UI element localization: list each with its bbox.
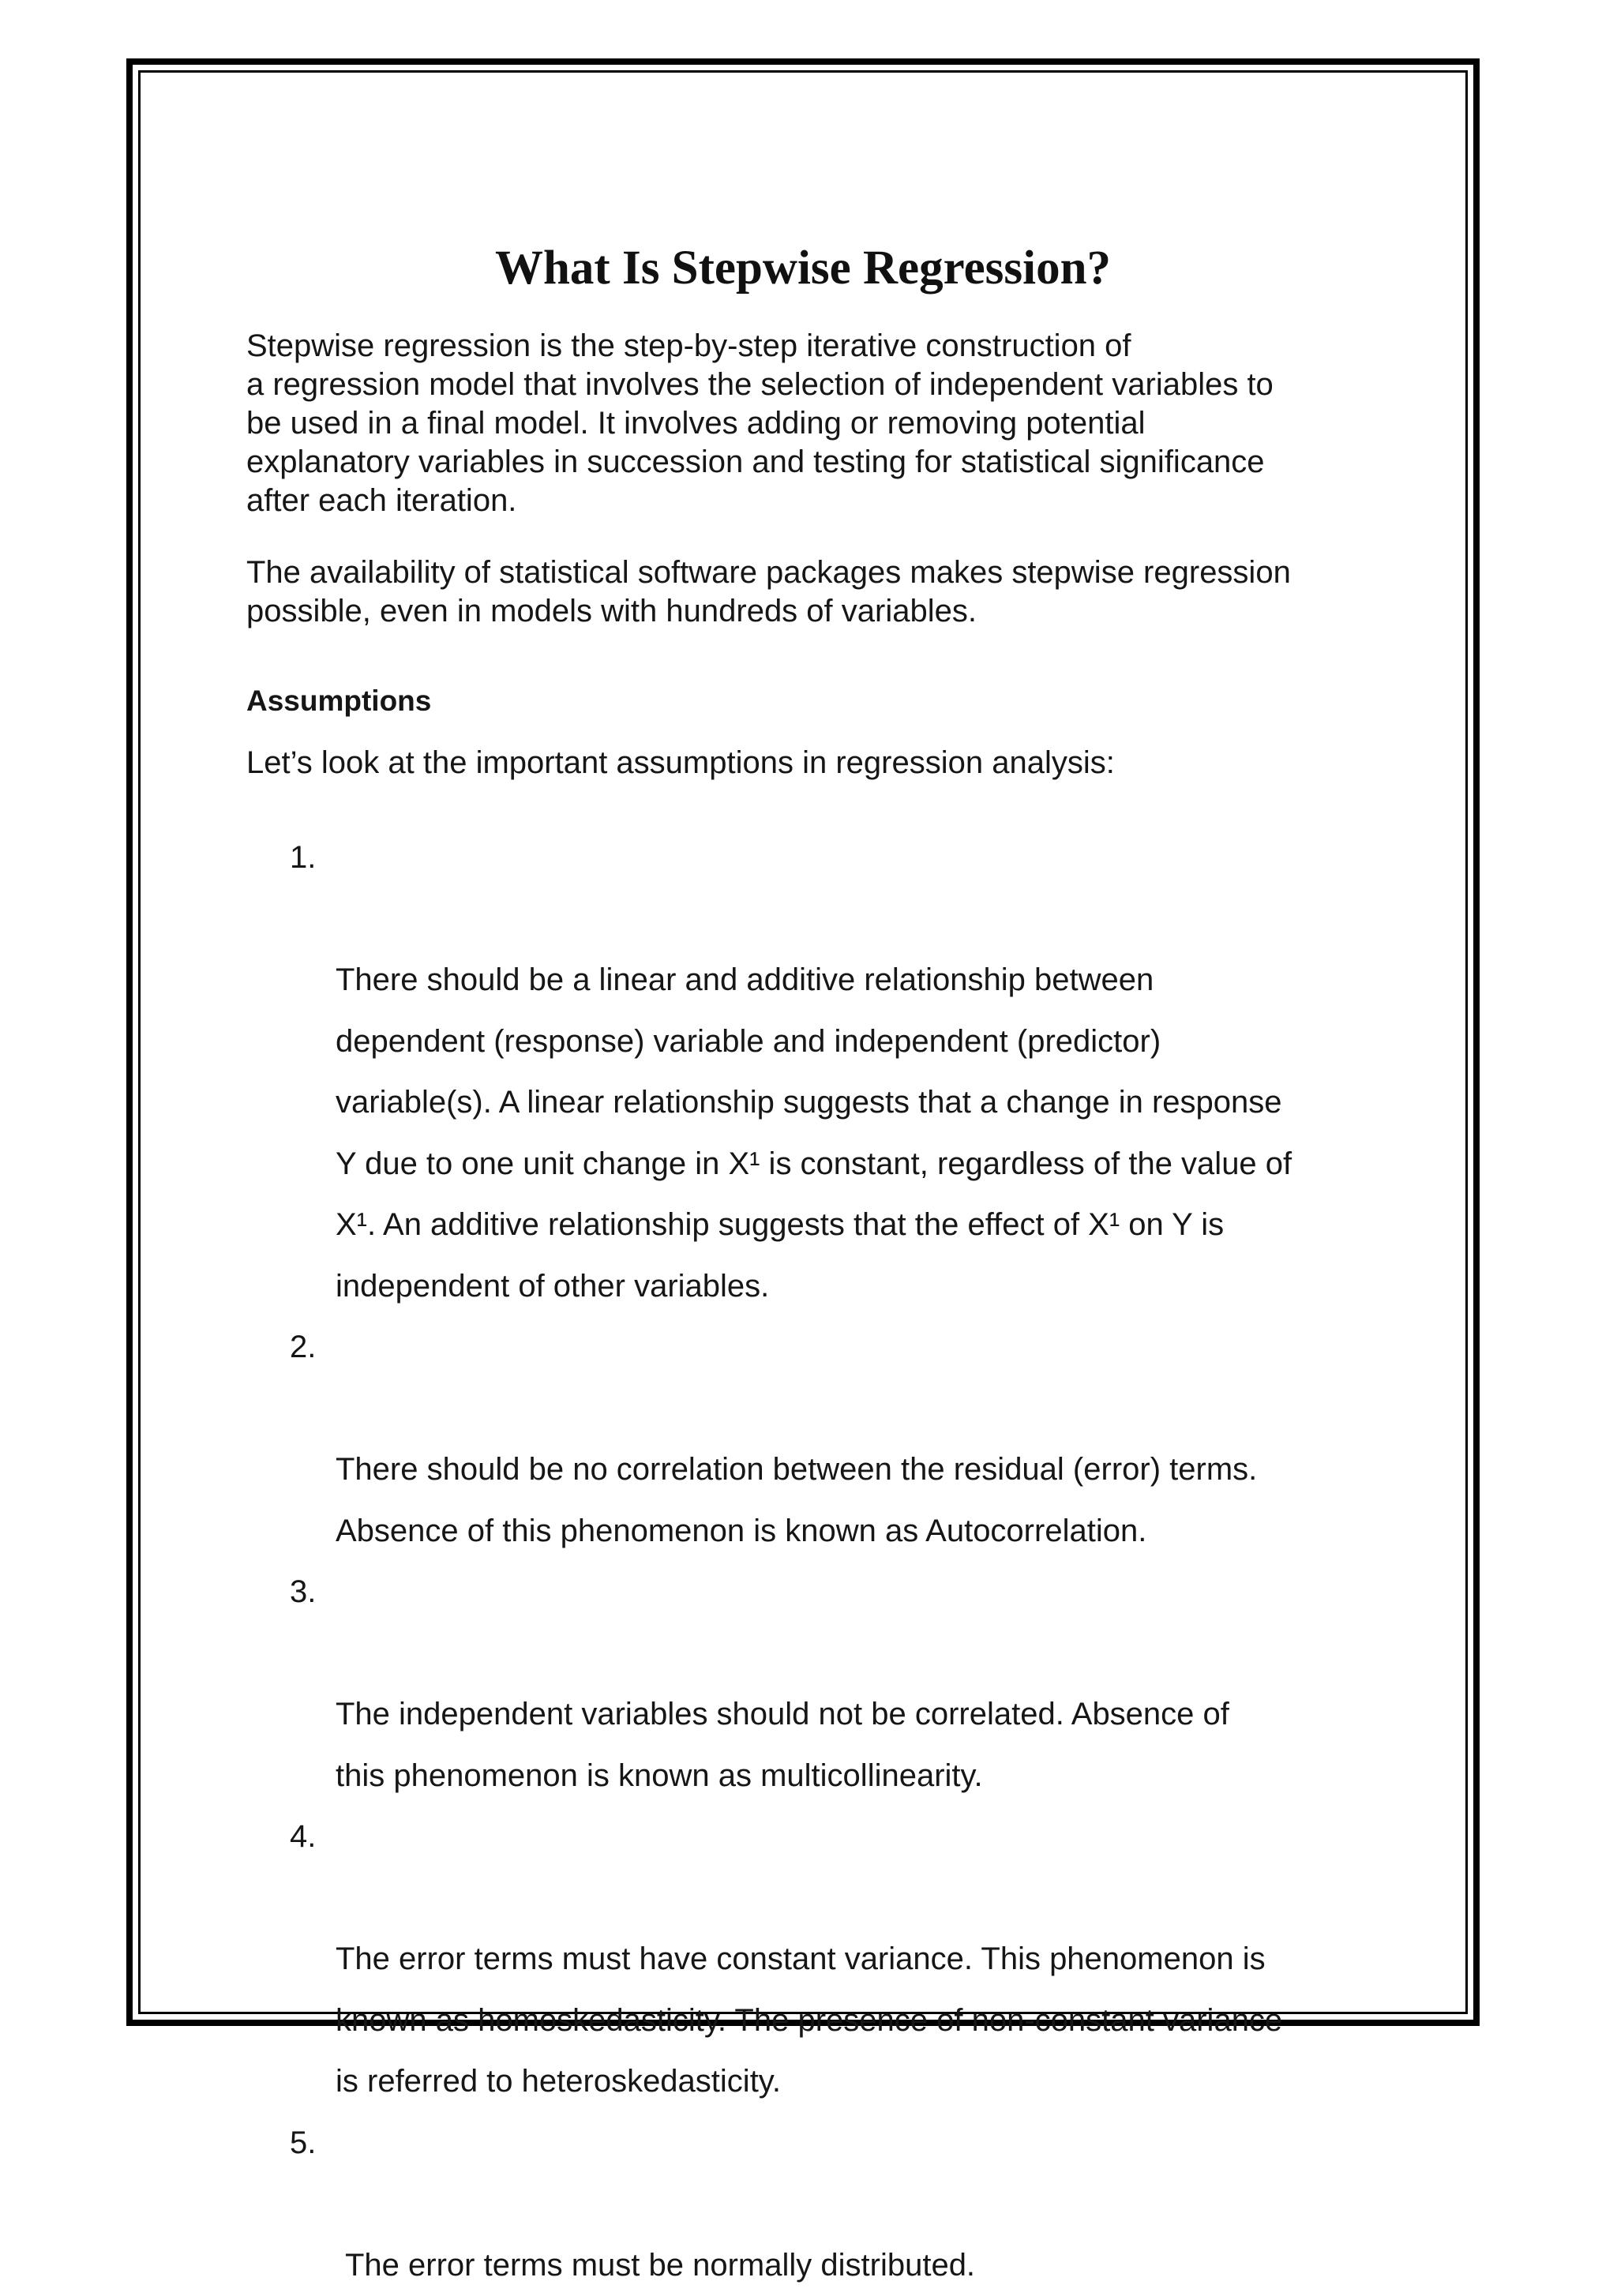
list-item <box>246 1806 1383 2113</box>
list-item-text: There should be no correlation between the residual (error) terms. Absence of this phenomenon is known as Autocorrelation. <box>336 1452 1257 1548</box>
list-item-text: The error terms must have constant variance. This phenomenon is known as homoskedasticity. The presence of non-constant variance is referred to heteroskedasticity. <box>336 1941 1282 2099</box>
list-item-text: The independent variables should not be correlated. Absence of this phenomenon is known as multicollinearity. <box>336 1697 1229 1793</box>
list-item <box>246 1317 1383 1562</box>
assumptions-list <box>246 827 1383 2296</box>
list-item-number: 1. <box>290 827 316 889</box>
list-item-text: There should be a linear and additive relationship between dependent (response) variable and independent (predictor) variable(s). A linear relationship suggests that a change in response Y due to one unit change in X¹ is constant, regardless of the value of X¹. An additive relationship suggests that the effect of X¹ on Y is independent of other variables. <box>336 962 1292 1304</box>
list-item-number: 3. <box>290 1562 316 1623</box>
page-title: What Is Stepwise Regression? <box>138 237 1468 300</box>
section-heading: Assumptions <box>246 681 431 720</box>
list-item <box>246 827 1383 1317</box>
list-item-number: 2. <box>290 1317 316 1379</box>
intro-paragraph: Stepwise regression is the step-by-step iterative construction of a regression model that involves the selection of independent variables to be used in a final model. It involves adding or removing potential explanatory variables in succession and testing for statistical significance after each iteration. <box>246 327 1383 520</box>
list-item-number: 5. <box>290 2113 316 2174</box>
list-item <box>246 1562 1383 1806</box>
list-item-number: 4. <box>290 1806 316 1868</box>
section-intro: Let’s look at the important assumptions in regression analysis: <box>246 744 1383 782</box>
software-paragraph: The availability of statistical software packages makes stepwise regression possible, even in models with hundreds of variables. <box>246 553 1383 631</box>
list-item-text: The error terms must be normally distributed. <box>336 2248 975 2283</box>
list-item <box>246 2113 1383 2296</box>
